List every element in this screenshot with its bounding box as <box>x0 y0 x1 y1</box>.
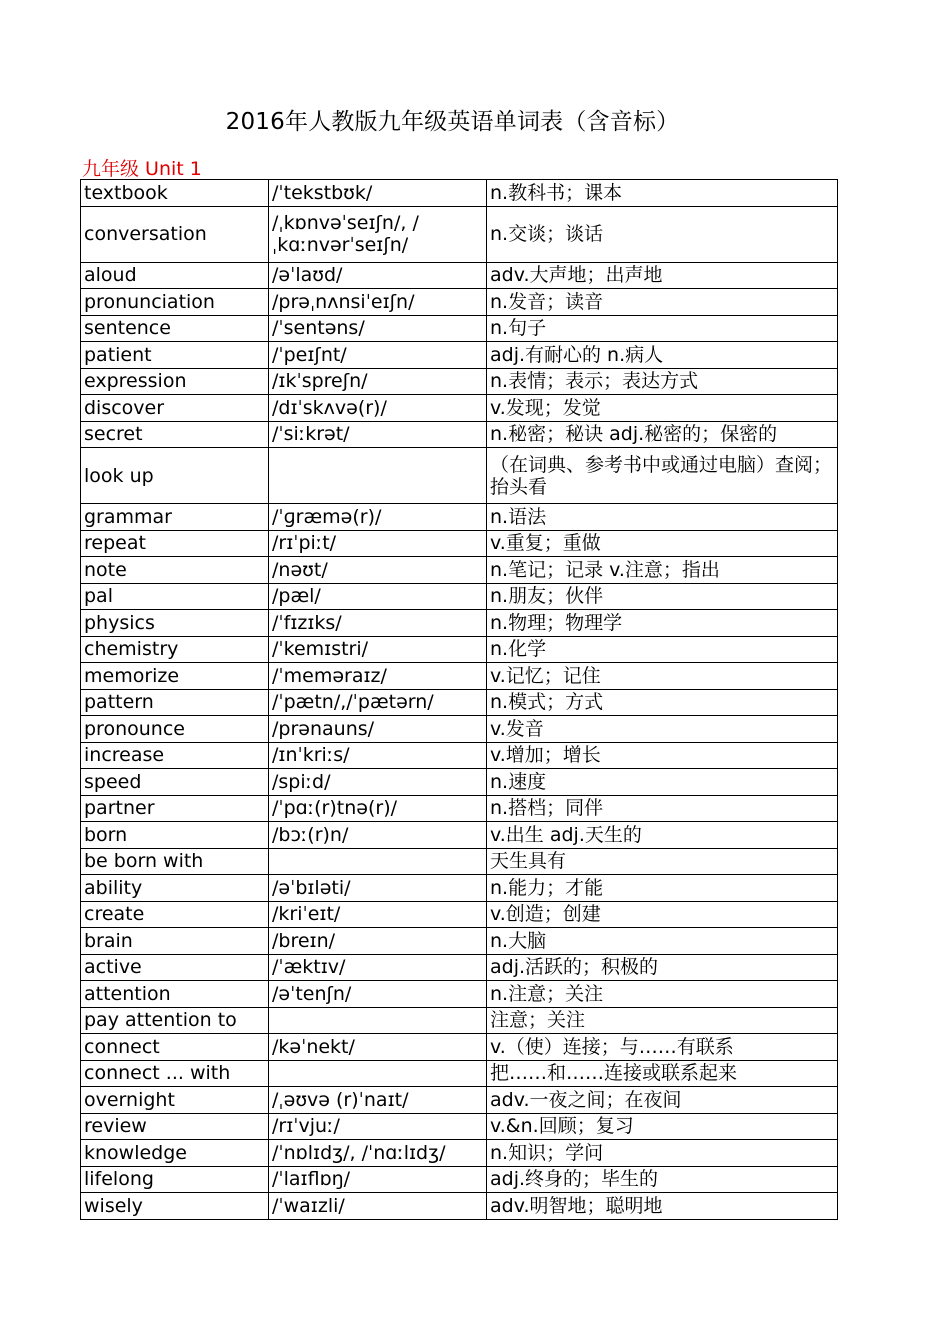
phonetic-cell: /prənauns/ <box>269 716 487 743</box>
table-row <box>81 981 838 1008</box>
meaning-cell: n.模式；方式 <box>487 689 838 716</box>
meaning-cell: n.注意；关注 <box>487 981 838 1008</box>
vocabulary-table <box>80 179 838 1220</box>
meaning-cell: v.（使）连接；与……有联系 <box>487 1034 838 1061</box>
meaning-cell: adv.大声地；出声地 <box>487 262 838 289</box>
meaning-cell: n.交谈；谈话 <box>487 206 838 262</box>
table-row <box>81 1060 838 1087</box>
phonetic-cell: /ˈtekstbʊk/ <box>269 180 487 207</box>
word-cell: textbook <box>81 180 269 207</box>
word-cell: pronunciation <box>81 289 269 316</box>
table-row <box>81 1113 838 1140</box>
word-cell: increase <box>81 742 269 769</box>
table-row <box>81 583 838 610</box>
table-row <box>81 504 838 531</box>
word-cell: discover <box>81 395 269 422</box>
word-cell: brain <box>81 928 269 955</box>
table-row <box>81 368 838 395</box>
meaning-cell: n.教科书；课本 <box>487 180 838 207</box>
table-row <box>81 262 838 289</box>
word-cell: pattern <box>81 689 269 716</box>
word-cell: attention <box>81 981 269 1008</box>
table-row <box>81 1166 838 1193</box>
table-row <box>81 742 838 769</box>
phonetic-cell: /ˈpeɪʃnt/ <box>269 342 487 369</box>
table-row <box>81 180 838 207</box>
vocabulary-table-body <box>81 180 838 1220</box>
table-row <box>81 1140 838 1167</box>
phonetic-cell: /ˌəʊvə (r)ˈnaɪt/ <box>269 1087 487 1114</box>
table-row <box>81 1007 838 1034</box>
word-cell: memorize <box>81 663 269 690</box>
phonetic-cell: /ˈmeməraɪz/ <box>269 663 487 690</box>
meaning-cell: adj.有耐心的 n.病人 <box>487 342 838 369</box>
word-cell: patient <box>81 342 269 369</box>
word-cell: sentence <box>81 315 269 342</box>
word-cell: note <box>81 557 269 584</box>
table-row <box>81 1087 838 1114</box>
meaning-cell: n.朋友；伙伴 <box>487 583 838 610</box>
word-cell: speed <box>81 769 269 796</box>
table-row <box>81 928 838 955</box>
phonetic-cell: /ˈlaɪflɒŋ/ <box>269 1166 487 1193</box>
phonetic-cell: /spiːd/ <box>269 769 487 796</box>
word-cell: wisely <box>81 1193 269 1220</box>
phonetic-cell: /ˈpætn/,/ˈpætərn/ <box>269 689 487 716</box>
phonetic-cell: /kəˈnekt/ <box>269 1034 487 1061</box>
phonetic-cell <box>269 848 487 875</box>
phonetic-cell <box>269 1007 487 1034</box>
phonetic-cell: /dɪˈskʌvə(r)/ <box>269 395 487 422</box>
phonetic-cell: /ˈfɪzɪks/ <box>269 610 487 637</box>
phonetic-cell: /ˈwaɪzli/ <box>269 1193 487 1220</box>
phonetic-cell: /əˈbɪləti/ <box>269 875 487 902</box>
table-row <box>81 822 838 849</box>
phonetic-cell: /pæl/ <box>269 583 487 610</box>
word-cell: look up <box>81 448 269 504</box>
word-cell: overnight <box>81 1087 269 1114</box>
word-cell: lifelong <box>81 1166 269 1193</box>
table-row <box>81 848 838 875</box>
word-cell: physics <box>81 610 269 637</box>
meaning-cell: n.速度 <box>487 769 838 796</box>
meaning-cell: （在词典、参考书中或通过电脑）查阅；抬头看 <box>487 448 838 504</box>
word-cell: review <box>81 1113 269 1140</box>
table-row <box>81 1193 838 1220</box>
word-cell: aloud <box>81 262 269 289</box>
word-cell: pronounce <box>81 716 269 743</box>
meaning-cell: adv.一夜之间；在夜间 <box>487 1087 838 1114</box>
phonetic-cell <box>269 1060 487 1087</box>
meaning-cell: v.出生 adj.天生的 <box>487 822 838 849</box>
table-row <box>81 395 838 422</box>
phonetic-cell: /breɪn/ <box>269 928 487 955</box>
word-cell: expression <box>81 368 269 395</box>
phonetic-cell: /kriˈeɪt/ <box>269 901 487 928</box>
meaning-cell: v.&n.回顾；复习 <box>487 1113 838 1140</box>
word-cell: repeat <box>81 530 269 557</box>
table-row <box>81 342 838 369</box>
word-cell: pay attention to <box>81 1007 269 1034</box>
table-row <box>81 315 838 342</box>
table-row <box>81 769 838 796</box>
word-cell: connect <box>81 1034 269 1061</box>
phonetic-cell: /ɪnˈkriːs/ <box>269 742 487 769</box>
table-row <box>81 206 838 262</box>
meaning-cell: n.秘密；秘诀 adj.秘密的；保密的 <box>487 421 838 448</box>
phonetic-cell: /rɪˈvjuː/ <box>269 1113 487 1140</box>
word-cell: partner <box>81 795 269 822</box>
phonetic-cell: /nəʊt/ <box>269 557 487 584</box>
phonetic-cell: /ˈpɑː(r)tnə(r)/ <box>269 795 487 822</box>
meaning-cell: n.句子 <box>487 315 838 342</box>
word-cell: grammar <box>81 504 269 531</box>
phonetic-cell: /ˈsentəns/ <box>269 315 487 342</box>
phonetic-cell: /ɪkˈspreʃn/ <box>269 368 487 395</box>
meaning-cell: n.语法 <box>487 504 838 531</box>
meaning-cell: 注意；关注 <box>487 1007 838 1034</box>
phonetic-cell: /bɔː(r)n/ <box>269 822 487 849</box>
phonetic-cell: /əˈtenʃn/ <box>269 981 487 1008</box>
table-row <box>81 901 838 928</box>
table-row <box>81 557 838 584</box>
phonetic-cell: /ˈɡræmə(r)/ <box>269 504 487 531</box>
meaning-cell: n.能力；才能 <box>487 875 838 902</box>
table-row <box>81 716 838 743</box>
meaning-cell: n.发音；读音 <box>487 289 838 316</box>
phonetic-cell: /əˈlaʊd/ <box>269 262 487 289</box>
page-title: 2016年人教版九年级英语单词表（含音标） <box>225 109 680 135</box>
table-row <box>81 663 838 690</box>
table-row <box>81 689 838 716</box>
meaning-cell: v.发现；发觉 <box>487 395 838 422</box>
meaning-cell: n.大脑 <box>487 928 838 955</box>
table-row <box>81 795 838 822</box>
phonetic-cell: /prəˌnʌnsiˈeɪʃn/ <box>269 289 487 316</box>
table-row <box>81 610 838 637</box>
table-row <box>81 421 838 448</box>
meaning-cell: n.物理；物理学 <box>487 610 838 637</box>
meaning-cell: adv.明智地；聪明地 <box>487 1193 838 1220</box>
word-cell: connect ... with <box>81 1060 269 1087</box>
word-cell: conversation <box>81 206 269 262</box>
word-cell: create <box>81 901 269 928</box>
table-row <box>81 875 838 902</box>
meaning-cell: adj.终身的；毕生的 <box>487 1166 838 1193</box>
word-cell: chemistry <box>81 636 269 663</box>
meaning-cell: v.增加；增长 <box>487 742 838 769</box>
table-row <box>81 1034 838 1061</box>
meaning-cell: n.知识；学问 <box>487 1140 838 1167</box>
meaning-cell: v.发音 <box>487 716 838 743</box>
word-cell: knowledge <box>81 1140 269 1167</box>
table-row <box>81 448 838 504</box>
word-cell: born <box>81 822 269 849</box>
meaning-cell: n.笔记；记录 v.注意；指出 <box>487 557 838 584</box>
meaning-cell: n.搭档；同伴 <box>487 795 838 822</box>
table-row <box>81 289 838 316</box>
meaning-cell: v.重复；重做 <box>487 530 838 557</box>
phonetic-cell: /ˈæktɪv/ <box>269 954 487 981</box>
phonetic-cell: /ˌkɒnvəˈseɪʃn/, /ˌkɑːnvərˈseɪʃn/ <box>269 206 487 262</box>
word-cell: ability <box>81 875 269 902</box>
phonetic-cell <box>269 448 487 504</box>
meaning-cell: adj.活跃的；积极的 <box>487 954 838 981</box>
meaning-cell: v.记忆；记住 <box>487 663 838 690</box>
meaning-cell: n.表情；表示；表达方式 <box>487 368 838 395</box>
meaning-cell: 天生具有 <box>487 848 838 875</box>
phonetic-cell: /ˈsiːkrət/ <box>269 421 487 448</box>
table-row <box>81 954 838 981</box>
word-cell: secret <box>81 421 269 448</box>
word-cell: active <box>81 954 269 981</box>
word-cell: pal <box>81 583 269 610</box>
table-row <box>81 636 838 663</box>
word-cell: be born with <box>81 848 269 875</box>
phonetic-cell: /rɪˈpiːt/ <box>269 530 487 557</box>
phonetic-cell: /ˈkemɪstri/ <box>269 636 487 663</box>
meaning-cell: n.化学 <box>487 636 838 663</box>
table-row <box>81 530 838 557</box>
phonetic-cell: /ˈnɒlɪdʒ/, /ˈnɑːlɪdʒ/ <box>269 1140 487 1167</box>
unit-heading: 九年级 Unit 1 <box>82 158 202 180</box>
meaning-cell: v.创造；创建 <box>487 901 838 928</box>
meaning-cell: 把……和……连接或联系起来 <box>487 1060 838 1087</box>
